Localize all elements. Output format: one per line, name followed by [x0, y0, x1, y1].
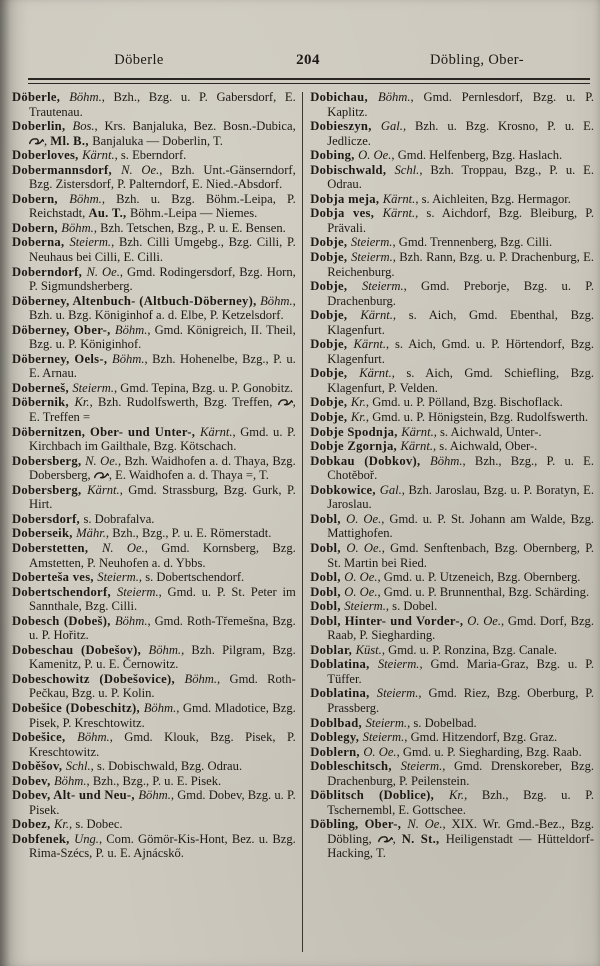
entry [310, 657, 594, 686]
entry-headword: Döberney, Oels-, [12, 351, 113, 366]
entry-headword: Dobl, [310, 540, 347, 555]
entry-text: , s. Dobertschendorf. [138, 570, 245, 585]
entry-headword: Doberndorf, [12, 264, 87, 279]
entry-headword: Dobieszyn, [310, 119, 381, 134]
entry-region: Steierm. [116, 584, 159, 599]
entry-region: Steierm. [351, 250, 393, 265]
entry [12, 235, 296, 264]
entry [310, 90, 594, 119]
entry-region: Steierm. [72, 380, 114, 395]
entry-headword: Döberle, [12, 90, 70, 104]
entry-region: Böhm. [114, 322, 148, 337]
entry-region: Kr. [350, 395, 366, 410]
entry [310, 250, 594, 279]
entry-headword: Dobje, [310, 308, 361, 323]
entry-text: , s. Aich, Gmd. Ebenthal, Bzg. Klagenfurt. [327, 308, 595, 337]
entry-text: , Gmd. Drenskoreber, Bzg. Drachenburg, P. Peilenstein. [327, 759, 595, 788]
entry-text: , Bzh. u. Bzg. Böhm.-Leipa, P. Reichstadt, [29, 191, 296, 221]
entry-headword: Dobje Spodnja, [310, 424, 402, 439]
entry-text: , [44, 133, 51, 148]
entry [12, 643, 296, 672]
entry-text: , Gmd. Maria-Graz, Bzg. u. P. Tüffer. [327, 657, 595, 686]
entry-headword: Doberstetten, [12, 540, 102, 555]
entry-region: Steierm. [97, 570, 139, 585]
entry-text: , s. Aichdorf, Bzg. Bleiburg, P. Prävali. [327, 206, 595, 235]
entry-text: , Bzh. Hohenelbe, Bzg., P. u. E. Arnau. [29, 351, 296, 381]
entry [12, 817, 296, 832]
entry [12, 381, 296, 396]
header-left-catchword: Döberle [114, 52, 164, 68]
entry-text: , Bzh., Bzg. u. P. Tschernembl, E. Gottschee. [327, 788, 595, 817]
entry-region: Steierm. [376, 686, 419, 701]
entry [310, 730, 594, 745]
entry-region: Steierm. [361, 279, 404, 294]
entry [12, 323, 296, 352]
entry-region: Kärnt. [359, 366, 392, 381]
entry-text: s. Dobrafalva. [83, 511, 155, 526]
entry-text: , Gmd. Helfenberg, Bzg. Haslach. [391, 148, 563, 163]
header-right-catchword: Döbling, Ober- [430, 52, 524, 68]
entry [12, 425, 296, 454]
entry [310, 686, 594, 715]
entry-region: Kärnt. [87, 482, 120, 497]
entry-text: , Gmd. u. P. Hönigstein, Bzg. Rudolfswerth. [365, 410, 589, 425]
entry-headword: Doberteša ves, [12, 570, 98, 585]
entry-text: , Gmd. Roth-Pečkau, Bzg. u. P. Kolin. [29, 671, 296, 701]
entry-text: , Com. Gömör-Kis-Hont, Bez. u. Bzg. Rima-Szécs, P. u. E. Ajnácskő. [29, 831, 296, 861]
entry-region: N. Oe. [85, 453, 118, 468]
entry-region: Böhm. [61, 220, 94, 235]
entry-headword: Doberloves, [12, 148, 83, 163]
entry-region: Böhm. [53, 773, 87, 788]
entry-text: , s. Dobec. [69, 817, 123, 832]
entry-text: , s. Dobelbad. [407, 715, 477, 730]
entry [310, 716, 594, 731]
page-number: 204 [296, 52, 320, 68]
entry-text: , Gmd. Roth-Třemešna, Bzg. u. P. Hořitz. [29, 613, 296, 643]
entry [310, 439, 594, 454]
entry-headword: Dobichau, [310, 90, 379, 104]
entry-region: Kärnt. [382, 206, 416, 221]
entry [12, 614, 296, 643]
entry-headword: Doblbad, [310, 715, 366, 730]
entry-region: Kärnt. [353, 337, 387, 352]
entry [12, 730, 296, 759]
entry-headword: Dobev, [12, 773, 54, 788]
entry-headword: Dobje, [310, 235, 351, 250]
entry-headword: Au. T., [88, 206, 130, 221]
entry [310, 512, 594, 541]
entry-headword: Ml. B., [50, 133, 93, 148]
entry-headword: Dobkowice, [310, 482, 380, 497]
entry-region: Böhm. [138, 788, 171, 803]
entry-headword: Doblatina, [310, 686, 377, 701]
entry-text: Böhm.-Leipa — Niemes. [129, 206, 258, 221]
entry-text: , Bzh. Troppau, Bzg., P. u. E. Odrau. [327, 162, 595, 192]
entry [12, 221, 296, 236]
entry-text: , Gmd. Rodingersdorf, Bzg. Horn, P. Sigmundsherberg. [29, 264, 296, 294]
entry [310, 235, 594, 250]
entry-region: Küst. [355, 642, 382, 657]
entry-text: , s. Dobel. [385, 599, 438, 614]
entry [12, 788, 296, 817]
entry-headword: Döbling, Ober-, [310, 817, 408, 832]
entry [310, 395, 594, 410]
entry-text: , Bzh. Tetschen, Bzg., P. u. E. Bensen. [93, 220, 286, 235]
entry-region: Kr. [74, 395, 90, 410]
entry-text: Banjaluka — Doberlin, T. [92, 133, 223, 148]
entry-text: , [392, 831, 402, 846]
entry-region: Steierm. [362, 730, 405, 745]
entry-headword: Dobing, [310, 148, 359, 163]
entry-headword: Dobje, [310, 279, 362, 294]
entry-text: , Gmd. Dobev, Bzg. u. P. Pisek. [29, 788, 296, 817]
entry-region: Schl. [394, 162, 420, 177]
entry-text: Heiligenstadt — Hütteldorf-Hacking, T. [327, 831, 595, 861]
entry-text: , Gmd. Senftenbach, Bzg. Obernberg, P. St. Martin bei Ried. [327, 540, 594, 570]
header-double-rule [28, 78, 590, 84]
entry [310, 206, 594, 235]
entry [310, 643, 594, 658]
entry-region: Kärnt. [82, 148, 115, 163]
entry-text: , Gmd. Strassburg, Bzg. Gurk, P. Hirt. [29, 482, 296, 512]
entry [310, 541, 594, 570]
entry [310, 745, 594, 760]
entry [310, 337, 594, 366]
entry [310, 163, 594, 192]
post-horn-icon [29, 136, 44, 145]
entry-headword: Dobešice, [12, 730, 78, 745]
left-column [12, 90, 302, 952]
entry [12, 352, 296, 381]
entry [310, 454, 594, 483]
entry-region: Kr. [449, 788, 465, 803]
entry [12, 570, 296, 585]
entry-text: , Gmd. Riez, Bzg. Oberburg, P. Prassberg. [327, 686, 595, 715]
entry-text: , Bzh. Unt.-Gänserndorf, Bzg. Zistersdorf, P. Palterndorf, E. Nied.-Absdorf. [29, 162, 296, 192]
entry [310, 366, 594, 395]
entry-text: , Gmd. u. P. Siegharding, Bzg. Raab. [396, 744, 582, 759]
entry-headword: Dobje, [310, 410, 351, 425]
entry-text: , Gmd. Dorf, Bzg. Raab, P. Siegharding. [327, 613, 594, 643]
entry-text: , s. Aichwald, Ober-. [433, 439, 538, 454]
post-horn-icon [94, 470, 109, 479]
entry-headword: Dobje Zgornja, [310, 439, 401, 454]
entry-headword: Dobje, [310, 366, 360, 381]
entry-text: , Krs. Banjaluka, Bez. Bosn.-Dubica, [94, 119, 296, 134]
entry [310, 308, 594, 337]
entry [310, 570, 594, 585]
entry-headword: Doberlin, [12, 119, 73, 134]
entry-region: Kärnt. [360, 308, 393, 323]
entry-region: Kärnt. [401, 424, 434, 439]
entry-text: , XIX. Wr. Gmd.-Bez., Bzg. Döbling, [327, 817, 595, 846]
entry-text: , Gmd. u. P. St. Peter im Sannthale, Bzg. Cilli. [29, 584, 296, 614]
entry-headword: Dobleschitsch, [310, 759, 401, 774]
entry-text: , Bzh. Rudolfswerth, Bzg. Treffen, [89, 395, 278, 410]
entry-text: , Gmd. u. P. Pölland, Bzg. Bischoflack. [365, 395, 563, 410]
entry [310, 279, 594, 308]
entry [310, 425, 594, 440]
entry [12, 512, 296, 527]
entry-region: Kr. [350, 410, 366, 425]
entry [310, 614, 594, 643]
entry-headword: Doblar, [310, 642, 356, 657]
entry-headword: Dobl, [310, 570, 345, 585]
entry-headword: Dobje, [310, 395, 351, 410]
entry-headword: Dobev, Alt- und Neu-, [12, 788, 139, 803]
entry [310, 585, 594, 600]
entry-region: Böhm. [260, 293, 293, 308]
entry-text: , s. Aichwald, Unter-. [433, 424, 542, 439]
entry-headword: Dobischwald, [310, 162, 395, 177]
entry-text: , Gmd. Tepina, Bzg. u. P. Gonobitz. [114, 380, 294, 395]
entry [12, 294, 296, 323]
entry-headword: Dobl, [310, 599, 345, 614]
entry-headword: Doblern, [310, 744, 364, 759]
entry-region: Steierm. [377, 657, 420, 672]
entry-region: O. Oe. [344, 570, 378, 585]
entry [310, 817, 594, 861]
entry-headword: Doberna, [12, 235, 70, 250]
entry [12, 672, 296, 701]
entry-region: O. Oe. [346, 540, 382, 555]
entry-text: , s. Aich, Gmd. u. P. Hörtendorf, Bzg. Klagenfurt. [327, 337, 595, 366]
entry-text: , Gmd. Kornsberg, Bzg. Amstetten, P. Neuhofen a. d. Ybbs. [29, 540, 296, 570]
running-head [30, 52, 586, 69]
entry-text: , s. Aich, Gmd. Schiefling, Bzg. Klagenfurt, P. Velden. [327, 366, 595, 395]
entry-text: , E. Waidhofen a. d. Thaya =, T. [108, 468, 269, 483]
entry-text: , Gmd. u. P. Utzeneich, Bzg. Obernberg. [377, 570, 581, 585]
entry-region: Böhm. [112, 351, 145, 366]
entry-region: Böhm. [114, 613, 148, 628]
entry-headword: Dobl, Hinter- und Vorder-, [310, 613, 468, 628]
entry [12, 526, 296, 541]
entry-headword: Doblegy, [310, 730, 363, 745]
entry-headword: Doblatina, [310, 657, 378, 672]
entry [12, 163, 296, 192]
entry-text: , Bzh. Jaroslau, Bzg. u. P. Boratyn, E. Jaroslau. [327, 482, 595, 512]
entry [12, 701, 296, 730]
right-column [303, 90, 594, 952]
entry [310, 410, 594, 425]
entry-text: , Bzh. u. Bzg. Königinhof a. d. Elbe, P. Ketzelsdorf. [29, 293, 296, 323]
entry-text: , Bzh., Bzg., P. u. E. Römerstadt. [105, 526, 272, 541]
entry-text: , Gmd. Trennenberg, Bzg. Cilli. [392, 235, 553, 250]
entry-text: , s. Aichleiten, Bzg. Hermagor. [415, 191, 571, 206]
entry-text: , Gmd. Pernlesdorf, Bzg. u. P. Kaplitz. [327, 90, 594, 119]
entry [310, 759, 594, 788]
entry-headword: Döberney, Altenbuch- (Altbuch-Döberney), [12, 293, 261, 308]
entry-headword: Dobern, [12, 220, 62, 235]
entry-text: , Gmd. u. P. Ronzina, Bzg. Canale. [381, 642, 558, 657]
entry-text: , Bzh., Bzg., P. u. E. Chotěboř. [327, 453, 594, 483]
post-horn-icon [278, 397, 293, 406]
entry [310, 192, 594, 207]
entry-text: , Bzh., Bzg. u. P. Gabersdorf, E. Trautenau. [29, 90, 296, 119]
entry-region: Schl. [65, 759, 91, 774]
entry-text: , E. Treffen = [29, 395, 296, 425]
entry-headword: Döbernik, [12, 395, 75, 410]
entry-text: , Gmd. Klouk, Bzg. Pisek, P. Kreschtowitz. [29, 730, 296, 759]
entry-headword: Döblitsch (Doblice), [310, 788, 450, 803]
entry-region: Böhm. [69, 90, 102, 104]
entry-headword: Döbernitzen, Ober- und Unter-, [12, 424, 200, 439]
entry-region: O. Oe. [467, 613, 502, 628]
entry-headword: Döberney, Ober-, [12, 322, 115, 337]
entry-region: Bos. [72, 119, 95, 134]
entry-region: N. Oe. [86, 264, 120, 279]
entry [12, 774, 296, 789]
entry-region: N. Oe. [407, 817, 443, 832]
entry-headword: N. St., [401, 831, 446, 846]
entry-region: O. Oe. [358, 148, 392, 163]
entry-headword: Dobern, [12, 191, 70, 206]
entry-text: , Bzh. u. Bzg. Krosno, P. u. E. Jedlicze. [327, 119, 595, 148]
entry-headword: Dobje, [310, 337, 354, 352]
entry [12, 395, 296, 424]
entry-headword: Doběšov, [12, 759, 66, 774]
entry-region: Böhm. [77, 730, 110, 745]
entry-region: Gal. [379, 482, 402, 497]
entry-region: Steierm. [350, 235, 393, 250]
entry-region: Steierm. [365, 715, 408, 730]
entry [12, 759, 296, 774]
entry-headword: Dobkau (Dobkov), [310, 453, 431, 468]
page-content [12, 90, 594, 952]
entry-headword: Doberneš, [12, 380, 73, 395]
entry [12, 119, 296, 148]
entry-region: O. Oe. [344, 584, 378, 599]
entry-headword: Dobeschowitz (Dobešovice), [12, 671, 185, 686]
entry [12, 192, 296, 221]
entry [12, 483, 296, 512]
entry-region: Gal. [380, 119, 403, 134]
entry-headword: Dobja ves, [310, 206, 383, 221]
entry-headword: Dobez, [12, 817, 54, 832]
entry-region: Steierm. [400, 759, 443, 774]
entry [12, 585, 296, 614]
entry-headword: Dobersberg, [12, 453, 86, 468]
entry-text: , Bzh. Pilgram, Bzg. Kamenitz, P. u. E. Černowitz. [29, 642, 296, 672]
entry-region: N. Oe. [101, 540, 145, 555]
entry-headword: Dobešice (Dobeschitz), [12, 700, 144, 715]
entry-headword: Dobesch (Dobeš), [12, 613, 115, 628]
entry-region: Kärnt. [400, 439, 433, 454]
entry-region: Böhm. [378, 90, 411, 104]
post-horn-icon [378, 834, 393, 843]
entry-region: N. Oe. [121, 162, 160, 177]
entry-headword: Dobl, [310, 584, 345, 599]
entry-headword: Dobfenek, [12, 831, 75, 846]
entry-text: , Bzh. Rann, Bzg. u. P. Drachenburg, E. Reichenburg. [327, 250, 595, 279]
entry [310, 148, 594, 163]
entry-region: Böhm. [143, 700, 177, 715]
entry-headword: Dobl, [310, 511, 347, 526]
entry-headword: Dobersberg, [12, 482, 88, 497]
entry-text: , Gmd. Hitzendorf, Bzg. Graz. [404, 730, 558, 745]
entry-text: , Gmd. u. P. Kirchbach im Gailthale, Bzg. Kötschach. [29, 424, 296, 454]
entry-headword: Dobermannsdorf, [12, 162, 122, 177]
entry-headword: Dobje, [310, 250, 352, 265]
entry-text: , Gmd. Mladotice, Bzg. Pisek, P. Kreschtowitz. [29, 700, 296, 730]
entry-region: O. Oe. [346, 511, 382, 526]
entry [310, 599, 594, 614]
entry-region: Steierm. [344, 599, 386, 614]
entry [12, 148, 296, 163]
entry-text: , Gmd. Preborje, Bzg. u. P. Drachenburg. [327, 279, 595, 308]
entry-headword: Dobersdorf, [12, 511, 84, 526]
entry [12, 454, 296, 483]
entry [12, 265, 296, 294]
entry-text: , Gmd. u. P. St. Johann am Walde, Bzg. Mattighofen. [327, 511, 595, 541]
entry-region: Kärnt. [382, 191, 416, 206]
entry [12, 90, 296, 119]
entry-region: Kr. [53, 817, 70, 832]
entry-region: Kärnt. [200, 424, 233, 439]
entry [310, 788, 594, 817]
entry-text: , Bzh. Waidhofen a. d. Thaya, Bzg. Dobersberg, [29, 453, 296, 483]
entry [12, 541, 296, 570]
entry-region: Böhm. [184, 671, 218, 686]
entry-text: , s. Eberndorf. [114, 148, 187, 163]
entry-region: Mähr. [76, 526, 106, 541]
entry-headword: Dobertschendorf, [12, 584, 117, 599]
entry-region: Steierm. [69, 235, 112, 250]
entry [310, 119, 594, 148]
entry-region: O. Oe. [363, 744, 397, 759]
entry-headword: Dobeschau (Dobešov), [12, 642, 149, 657]
entry [310, 483, 594, 512]
entry-headword: Doberseik, [12, 526, 77, 541]
entry-text: , s. Dobischwald, Bzg. Odrau. [90, 759, 243, 774]
entry-region: Böhm. [148, 642, 182, 657]
entry-text: , Gmd. u. P. Brunnenthal, Bzg. Schärding. [377, 584, 590, 599]
entry [12, 832, 296, 861]
entry-headword: Dobja meja, [310, 191, 383, 206]
entry-region: Böhm. [430, 453, 463, 468]
entry-text: , Bzh. Cilli Umgebg., Bzg. Cilli, P. Neuhaus bei Cilli, E. Cilli. [29, 235, 296, 265]
entry-text: , Bzh., Bzg., P. u. E. Pisek. [86, 773, 222, 788]
entry-region: Böhm. [69, 191, 102, 206]
entry-text: , Gmd. Königreich, II. Theil, Bzg. u. P. Königinhof. [29, 322, 296, 352]
entry-region: Ung. [74, 831, 99, 846]
